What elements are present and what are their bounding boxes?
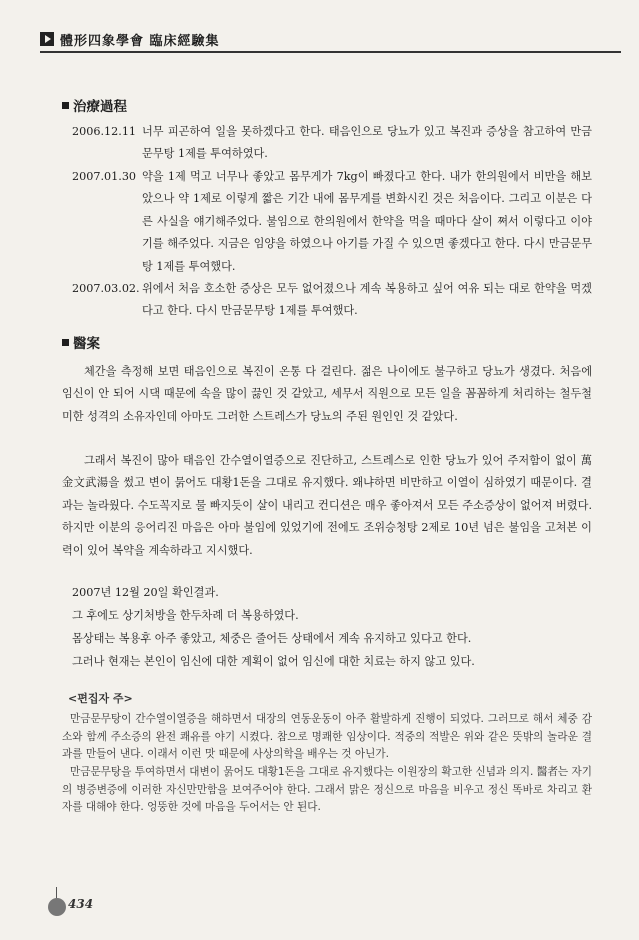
editor-note-paragraph: 만금문무탕이 간수열이열증을 해하면서 대장의 연동운동이 아주 활발하게 진행이 되었다. 그러므로 해서 체중 감소와 함께 주소증의 완전 쾌유를 야기 시켰다. 참으로 명쾌한 임상이다. 적중의 적발은 위와 같은 뜻밖의 놀라운 결과를 만들어 낸다. 이래서 이런 맛 때문에 사상의학을 배우는 것 아닌가. bbox=[62, 713, 592, 760]
entry-text: 위에서 처음 호소한 증상은 모두 없어졌으나 계속 복용하고 싶어 여유 되는 대로 한약을 먹겠다고 한다. 다시 만금문무탕 1제를 투여했다. bbox=[142, 282, 592, 318]
header-rule bbox=[40, 51, 621, 53]
entry-text: 너무 피곤하여 일을 못하겠다고 한다. 태음인으로 당뇨가 있고 복진과 증상을 참고하여 만금문무탕 1제를 투여하였다. bbox=[142, 125, 592, 161]
entry-date: 2007.01.30 bbox=[72, 170, 137, 183]
discussion-paragraph: 그래서 복진이 많아 태음인 간수열이열증으로 진단하고, 스트레스로 인한 당뇨가 있어 주저함이 없이 萬金文武湯을 썼고 변이 묽어도 대황1돈을 그대로 유지했다. 왜냐하면 비만하고 이열이 심하였기 때문이다. 결과는 놀라웠다. 수도꼭지로 물 빠지듯이 살이 내리고 컨디션은 매우 좋아져서 모든 주소증상이 없어져 버렸다. 하지만 이분의 응어리진 마음은 아마 불임에 있었기에 전에도 조위승청탕 2제로 10년 넘은 불임을 고쳐본 이력이 있어 복약을 계속하라고 지시했다. bbox=[62, 454, 592, 557]
header-title: 體形四象學會 臨床經驗集 bbox=[60, 33, 220, 49]
followup-line: 그 후에도 상기처방을 한두차례 더 복용하였다. bbox=[72, 609, 299, 622]
discussion-heading bbox=[62, 332, 100, 352]
treatment-heading-text: 治療過程 bbox=[73, 99, 127, 115]
page-circle-icon bbox=[48, 898, 66, 916]
discussion-paragraph: 체간을 측정해 보면 태음인으로 복진이 온통 다 걸린다. 젊은 나이에도 불구하고 당뇨가 생겼다. 처음에 임신이 안 되어 시댁 때문에 속을 많이 끓인 것 같았고, 세무서 직원으로 모든 일을 꼼꼼하게 처리하는 철두철미한 성격의 소유자인데 아마도 그러한 스트레스가 당뇨의 주된 원인인 것 같았다. bbox=[62, 365, 592, 423]
square-bullet-icon bbox=[62, 339, 69, 346]
play-triangle-icon bbox=[40, 32, 54, 46]
editor-note-title: <편집자 주> bbox=[68, 692, 133, 705]
entry-date: 2007.03.02. bbox=[72, 282, 140, 295]
treatment-entry bbox=[72, 278, 592, 323]
treatment-entry bbox=[72, 121, 592, 166]
page-number: 434 bbox=[68, 897, 94, 911]
treatment-heading bbox=[62, 95, 127, 115]
entry-date: 2006.12.11 bbox=[72, 125, 137, 138]
followup-line: 그러나 현재는 본인이 임신에 대한 계획이 없어 임신에 대한 치료는 하지 않고 있다. bbox=[72, 655, 475, 668]
entry-text: 약을 1제 먹고 너무나 좋았고 몸무게가 7kg이 빠졌다고 한다. 내가 한의원에서 비만을 해보았으나 약 1제로 이렇게 짧은 기간 내에 몸무게를 변화시킨 것은 처음이다. 그리고 이분은 다른 사실을 얘기해주었다. 불임으로 한의원에서 한약을 먹을 때마다 살이 쪄서 이렇다고 이야기를 해주었다. 지금은 임양을 하였으나 아기를 가질 수 있으면 좋겠다고 한다. 다시 만금문무탕 1제를 투여했다. bbox=[142, 170, 592, 273]
running-header bbox=[40, 28, 220, 50]
square-bullet-icon bbox=[62, 102, 69, 109]
editor-note-paragraph: 만금문무탕을 투여하면서 대변이 묽어도 대황1돈을 그대로 유지했다는 이원장의 확고한 신념과 의지. 醫者는 자기의 병증변증에 이러한 자신만만함을 보여주어야 한다. 그래서 맑은 정신으로 마음을 비우고 정신 똑바로 차리고 환자를 대해야 한다. 엉뚱한 것에 마음을 두어서는 안 된다. bbox=[62, 766, 592, 813]
treatment-entry bbox=[72, 166, 592, 278]
discussion-heading-text: 醫案 bbox=[73, 336, 100, 352]
followup-line: 2007년 12월 20일 확인결과. bbox=[72, 586, 219, 599]
followup-line: 몸상태는 복용후 아주 좋았고, 체중은 줄어든 상태에서 계속 유지하고 있다고 한다. bbox=[72, 632, 472, 645]
